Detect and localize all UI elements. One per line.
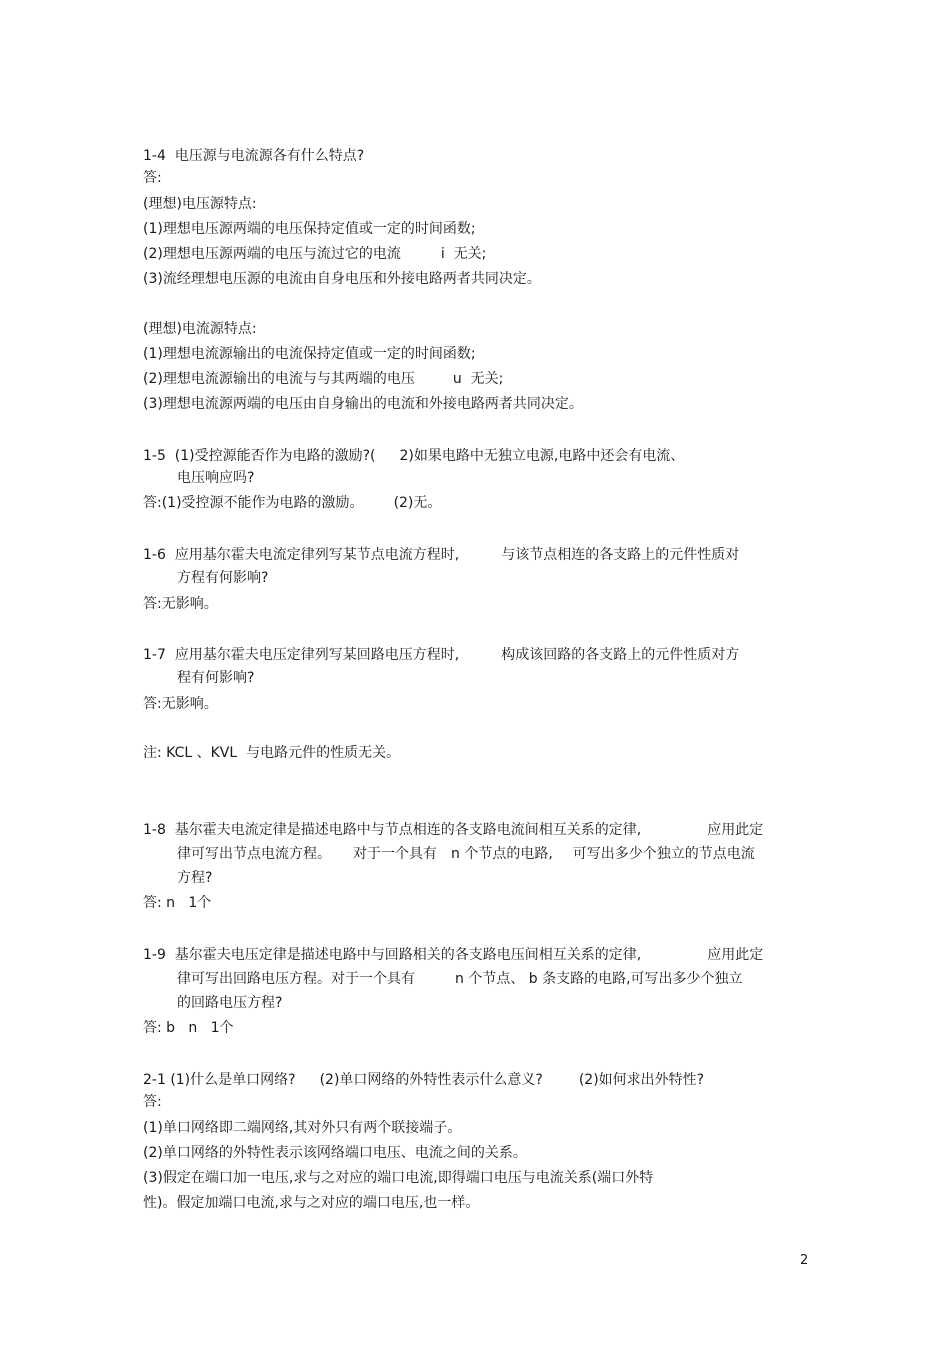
text-segment: i 无关;: [440, 246, 487, 262]
text-segment: 1-6 应用基尔霍夫电流定律列写某节点电流方程时,: [143, 547, 460, 563]
text-segment: 1-7 应用基尔霍夫电压定律列写某回路电压方程时,: [143, 647, 460, 663]
text-segment: (3)流经理想电压源的电流由自身电压和外接电路两者共同决定。: [143, 271, 541, 287]
text-segment: 律可写出回路电压方程。对于一个具有: [177, 971, 415, 987]
text-segment: 答:: [143, 1094, 162, 1110]
text-line: [177, 469, 254, 487]
text-segment: 对于一个具有: [353, 846, 437, 862]
text-line: [143, 695, 218, 713]
text-line: [177, 869, 212, 887]
text-segment: (1)理想电流源输出的电流保持定值或一定的时间函数;: [143, 346, 476, 362]
text-line: [143, 595, 218, 613]
text-line: [143, 320, 257, 338]
text-segment: (3)理想电流源两端的电压由自身输出的电流和外接电路两者共同决定。: [143, 396, 583, 412]
text-segment: (2)单口网络的外特性表示该网络端口电压、电流之间的关系。: [143, 1145, 527, 1161]
text-segment: (2)单口网络的外特性表示什么意义?: [319, 1072, 543, 1088]
text-line: [143, 1019, 234, 1037]
text-segment: 2)如果电路中无独立电源,电路中还会有电流、: [399, 448, 685, 464]
text-segment: n 个节点的电路,: [451, 846, 553, 862]
text-segment: (2)理想电流源输出的电流与与其两端的电压: [143, 371, 415, 387]
text-line: [143, 447, 684, 465]
text-line: [143, 894, 211, 912]
text-segment: n 个节点、 b 条支路的电路,可写出多少个独立: [455, 971, 743, 987]
text-line: [177, 970, 743, 988]
text-line: [143, 245, 486, 263]
text-segment: (2)理想电压源两端的电压与流过它的电流: [143, 246, 401, 262]
text-segment: 与该节点相连的各支路上的元件性质对: [501, 547, 740, 563]
text-line: [143, 821, 763, 839]
text-segment: 1-8 基尔霍夫电流定律是描述电路中与节点相连的各支路电流间相互关系的定律,: [143, 822, 642, 838]
text-segment: 律可写出节点电流方程。: [177, 846, 331, 862]
text-segment: 构成该回路的各支路上的元件性质对方: [501, 647, 740, 663]
text-line: [177, 845, 755, 863]
text-line: [177, 994, 282, 1012]
text-segment: 答:(1)受控源不能作为电路的激励。: [143, 495, 364, 511]
text-segment: 性)。假定加端口电流,求与之对应的端口电压,也一样。: [143, 1195, 480, 1211]
text-line: [143, 1093, 162, 1111]
text-segment: 可写出多少个独立的节点电流: [572, 846, 755, 862]
text-line: [143, 169, 162, 187]
text-line: [143, 946, 763, 964]
text-segment: (2)无。: [393, 495, 442, 511]
text-line: [143, 646, 739, 664]
text-line: [143, 147, 364, 165]
text-line: [143, 1144, 527, 1162]
text-segment: 方程?: [177, 870, 213, 886]
text-line: [177, 569, 268, 587]
text-segment: (1)单口网络即二端网络,其对外只有两个联接端子。: [143, 1120, 462, 1136]
text-line: [143, 270, 541, 288]
text-line: [143, 1194, 479, 1212]
text-line: [143, 1071, 704, 1089]
text-segment: 应用此定: [707, 822, 764, 838]
text-segment: u 无关;: [452, 371, 504, 387]
text-line: [143, 744, 400, 762]
text-segment: 注: KCL 、KVL 与电路元件的性质无关。: [143, 745, 401, 761]
page-number: 2: [800, 1253, 809, 1268]
text-line: [177, 669, 254, 687]
text-segment: 电压响应吗?: [177, 470, 255, 486]
text-segment: 答:无影响。: [143, 596, 218, 612]
text-segment: (理想)电压源特点:: [143, 196, 257, 212]
text-segment: 1-4 电压源与电流源各有什么特点?: [143, 148, 365, 164]
text-line: [143, 395, 583, 413]
text-segment: (2)如何求出外特性?: [578, 1072, 705, 1088]
text-line: [143, 494, 441, 512]
text-segment: 答: b n 1个: [143, 1020, 234, 1036]
text-line: [143, 345, 476, 363]
text-segment: 应用此定: [707, 947, 764, 963]
text-segment: 的回路电压方程?: [177, 995, 283, 1011]
text-line: [143, 546, 739, 564]
text-segment: 程有何影响?: [177, 670, 255, 686]
text-segment: 答:无影响。: [143, 696, 218, 712]
text-line: [143, 1119, 461, 1137]
text-line: [143, 220, 476, 238]
text-segment: 2-1 (1)什么是单口网络?: [143, 1072, 296, 1088]
text-segment: (3)假定在端口加一电压,求与之对应的端口电流,即得端口电压与电流关系(端口外特: [143, 1170, 654, 1186]
text-line: [143, 195, 257, 213]
text-segment: (理想)电流源特点:: [143, 321, 257, 337]
text-line: [143, 370, 503, 388]
text-segment: (1)理想电压源两端的电压保持定值或一定的时间函数;: [143, 221, 476, 237]
text-segment: 答: n 1个: [143, 895, 212, 911]
text-segment: 答:: [143, 170, 162, 186]
text-segment: 1-9 基尔霍夫电压定律是描述电路中与回路相关的各支路电压间相互关系的定律,: [143, 947, 642, 963]
text-segment: 1-5 (1)受控源能否作为电路的激励?(: [143, 448, 376, 464]
text-line: [143, 1169, 653, 1187]
text-segment: 方程有何影响?: [177, 570, 269, 586]
